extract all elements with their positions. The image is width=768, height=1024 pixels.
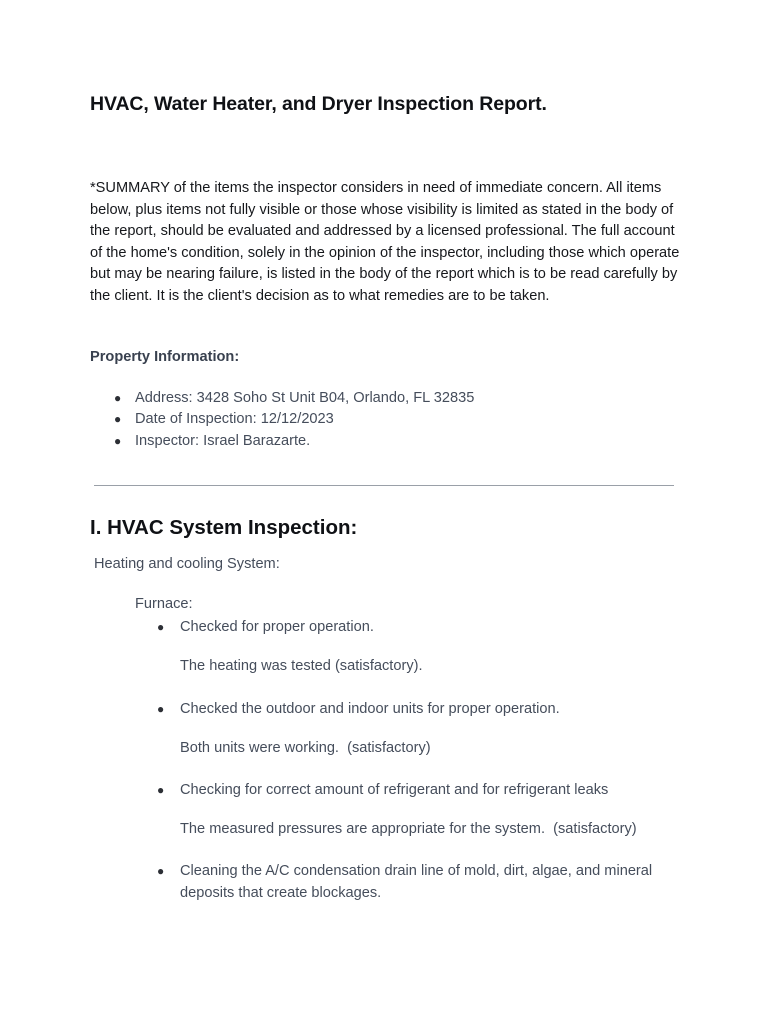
bullet-icon: ●	[157, 864, 165, 878]
list-item	[90, 388, 474, 409]
check-result: The heating was tested (satisfactory).	[180, 658, 423, 674]
check-result: Both units were working. (satisfactory)	[180, 740, 431, 756]
check-result: The measured pressures are appropriate for the system. (satisfactory)	[180, 821, 637, 837]
bullet-icon: ●	[114, 412, 122, 427]
inspector-name: Inspector: Israel Barazarte.	[135, 432, 311, 449]
list-item	[90, 431, 474, 452]
bullet-icon: ●	[157, 620, 165, 634]
property-info-heading: Property Information:	[90, 349, 240, 365]
bullet-icon: ●	[157, 783, 165, 797]
check-item-text: Checking for correct amount of refrigerant and for refrigerant leaks	[180, 782, 609, 798]
check-item	[157, 699, 680, 721]
hvac-section-heading: I. HVAC System Inspection:	[90, 516, 358, 539]
inspection-date: Date of Inspection: 12/12/2023	[135, 411, 334, 428]
list-item	[90, 409, 474, 430]
property-info-list	[90, 388, 474, 452]
check-item	[157, 617, 680, 639]
bullet-icon: ●	[157, 702, 165, 716]
property-address: Address: 3428 Soho St Unit B04, Orlando, FL 32835	[135, 390, 475, 406]
check-item-text: Checked for proper operation.	[180, 619, 374, 635]
heating-cooling-label: Heating and cooling System:	[94, 556, 280, 572]
check-item-text: Checked the outdoor and indoor units for proper operation.	[180, 701, 560, 717]
section-divider	[94, 485, 674, 486]
bullet-icon: ●	[114, 391, 122, 405]
furnace-label: Furnace:	[135, 596, 193, 612]
check-item-text: Cleaning the A/C condensation drain line of mold, dirt, algae, and mineral deposits that create blockages.	[180, 863, 653, 901]
check-item	[157, 780, 680, 802]
summary-paragraph: *SUMMARY of the items the inspector considers in need of immediate concern. All items below, plus items not fully visible or those whose visibility is limited as stated in the body of the report, should be evaluated and addressed by a licensed professional. The full account of the home's condition, solely in the opinion of the inspector, including those which operate but may be nearing failure, is listed in the body of the report which is to be read carefully by the client. It is the client's decision as to what remedies are to be taken.	[90, 180, 680, 304]
bullet-icon: ●	[114, 433, 122, 448]
check-item	[157, 861, 680, 904]
report-title: HVAC, Water Heater, and Dryer Inspection Report.	[90, 93, 547, 115]
